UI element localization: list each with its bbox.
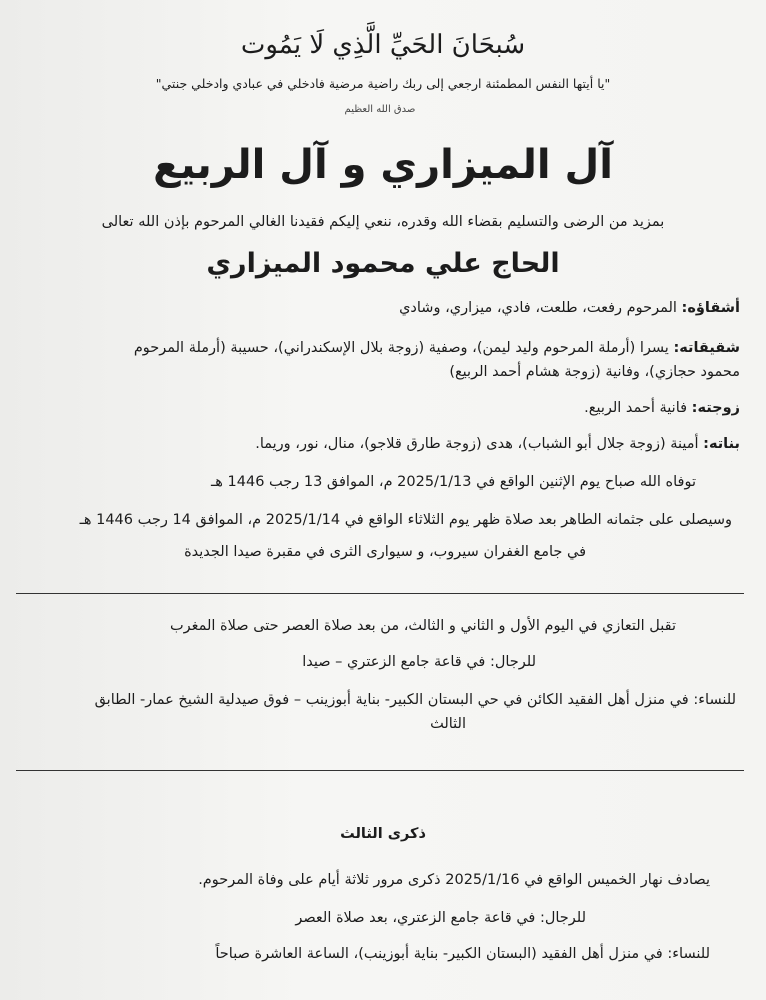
death-announcement: توفاه الله صباح يوم الإثنين الواقع في 2025/1/13 م، الموافق 13 رجب 1446 هـ [211, 474, 696, 490]
daughters-text: أمينة (زوجة جلال أبو الشباب)، هدى (زوجة طارق قلاجو)، منال، نور، وريما. [255, 436, 699, 452]
brothers-line [24, 296, 740, 320]
condolence-intro: تقبل التعازي في اليوم الأول و الثاني و الثالث، من بعد صلاة العصر حتى صلاة المغرب [169, 618, 676, 634]
deceased-name: الحاج علي محمود الميزاري [206, 248, 560, 279]
quran-quote: "يا أيتها النفس المطمئنة ارجعي إلى ربك راضية مرضية فادخلي في عبادي وادخلي جنتي" [155, 76, 611, 91]
intro-text: بمزيد من الرضى والتسليم بقضاء الله وقدره، ننعي إليكم فقيدنا الغالي المرحوم بإذن الله تعالى [101, 214, 665, 230]
wife-label: زوجته: [691, 400, 740, 416]
condolence-men: للرجال: في قاعة جامع الزعتري – صيدا [302, 654, 536, 670]
sisters-label: شقيقاته: [673, 340, 740, 356]
divider-bottom [16, 770, 744, 771]
brothers-label: أشقاؤه: [681, 300, 740, 316]
sisters-text: يسرا (أرملة المرحوم وليد ليمن)، وصفية (زوجة بلال الإسكندراني)، حسيبة (أرملة المرحوم [133, 340, 669, 356]
brothers-text: المرحوم رفعت، طلعت، فادي، ميزاري، وشادي [399, 300, 677, 316]
third-day-men: للرجال: في قاعة جامع الزعتري، بعد صلاة العصر [295, 910, 586, 926]
sadaq-note: صدق الله العظيم [344, 104, 416, 115]
prayer-announcement: وسيصلى على جثمانه الطاهر بعد صلاة ظهر يوم الثلاثاء الواقع في 2025/1/14 م، الموافق 14 رجب 1446 هـ [79, 512, 732, 528]
sisters-line [24, 336, 740, 360]
daughters-line [24, 432, 740, 456]
wife-line [24, 396, 740, 420]
third-day-title: ذكرى الثالث [340, 826, 426, 842]
verse-heading: سُبحَانَ الحَيِّ الَّذِي لَا يَمُوت [240, 30, 526, 60]
divider-top [16, 593, 744, 594]
families-title: آل الميزاري و آل الربيع [153, 142, 613, 188]
condolence-women: للنساء: في منزل أهل الفقيد الكائن في حي البستان الكبير- بناية أبوزينب – فوق صيدلية الشيخ عمار- الطابق [94, 692, 736, 708]
third-day-intro: يصادف نهار الخميس الواقع في 2025/1/16 ذكرى مرور ثلاثة أيام على وفاة المرحوم. [198, 872, 710, 888]
burial-announcement: في جامع الغفران سيروب، و سيوارى الثرى في مقبرة صيدا الجديدة [184, 544, 586, 560]
condolence-women-2: الثالث [430, 716, 466, 732]
third-day-women: للنساء: في منزل أهل الفقيد (البستان الكبير- بناية أبوزينب)، الساعة العاشرة صباحاً [215, 946, 710, 962]
daughters-label: بناته: [703, 436, 740, 452]
wife-text: فانية أحمد الربيع. [584, 400, 688, 416]
sisters-line-2: محمود حجازي)، وفانية (زوجة هشام أحمد الربيع) [449, 364, 740, 380]
